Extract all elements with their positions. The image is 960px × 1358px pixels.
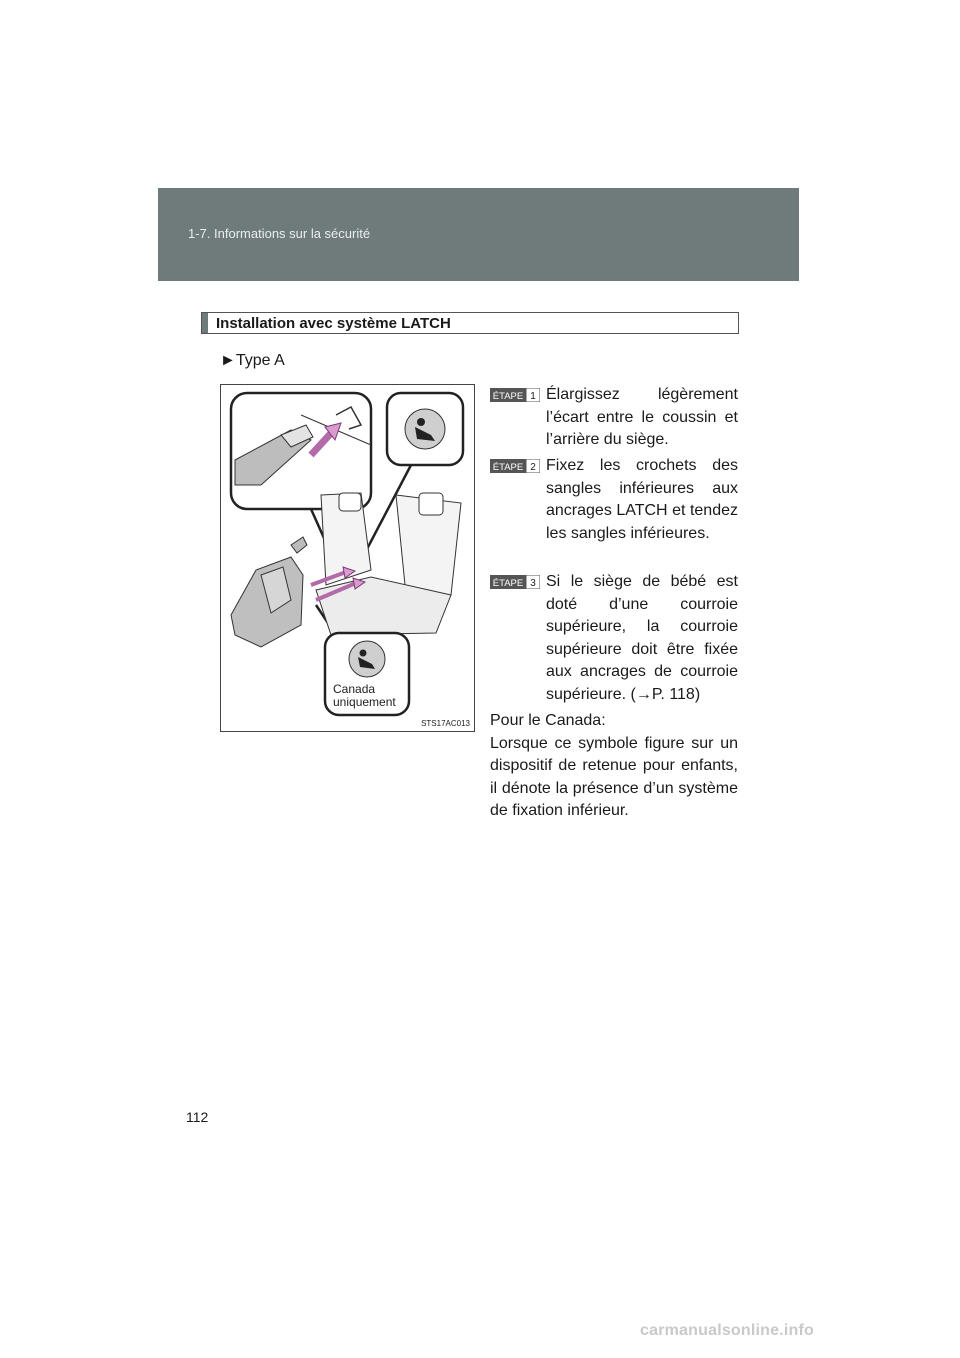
step-badge-3-number: 3	[530, 578, 536, 589]
step-badge-2-word: ÉTAPE	[492, 462, 524, 473]
step-2	[490, 455, 738, 545]
type-label: ►Type A	[220, 352, 285, 369]
page-number: 112	[186, 1109, 209, 1125]
figure-code: STS17AC013	[421, 719, 470, 728]
step-1-text: Élargissez légèrement l’écart entre le coussin et l’arrière du siège.	[546, 386, 738, 448]
canada-only-label-line1: Canada	[333, 682, 376, 696]
step-badge-1-word: ÉTAPE	[492, 391, 524, 402]
step-3	[490, 571, 738, 706]
section-heading-tab	[202, 313, 208, 333]
latch-illustration	[220, 384, 475, 732]
section-breadcrumb: 1-7. Informations sur la sécurité	[188, 226, 371, 241]
step-3-text: Si le siège de bébé est doté d’une courroie supérieure, la courroie supérieure doit être fixée aux ancrages de courroie supérieure. (→P. 118)	[546, 573, 738, 703]
step-badge-3	[490, 575, 540, 589]
section-title: Installation avec système LATCH	[216, 315, 451, 332]
step-badge-2	[490, 459, 540, 473]
step-2-text: Fixez les crochets des sangles inférieures aux ancrages LATCH et tendez les sangles inférieures.	[546, 457, 738, 542]
canada-only-label	[333, 683, 396, 709]
step-badge-1	[490, 388, 540, 402]
step-badge-2-number: 2	[530, 462, 536, 473]
step-badge-1-number: 1	[530, 391, 536, 402]
step-1	[490, 384, 738, 452]
latch-illustration-drawing	[221, 385, 475, 732]
canada-note-heading: Pour le Canada:	[490, 712, 606, 729]
canada-only-label-line2: uniquement	[333, 695, 396, 709]
canada-note	[490, 710, 738, 823]
step-badge-3-word: ÉTAPE	[492, 578, 524, 589]
watermark: carmanualsonline.info	[640, 1322, 815, 1339]
canada-note-body: Lorsque ce symbole figure sur un dispositif de retenue pour enfants, il dénote la présence d’un système de fixation inférieur.	[490, 734, 738, 819]
section-heading-bar	[201, 312, 739, 334]
